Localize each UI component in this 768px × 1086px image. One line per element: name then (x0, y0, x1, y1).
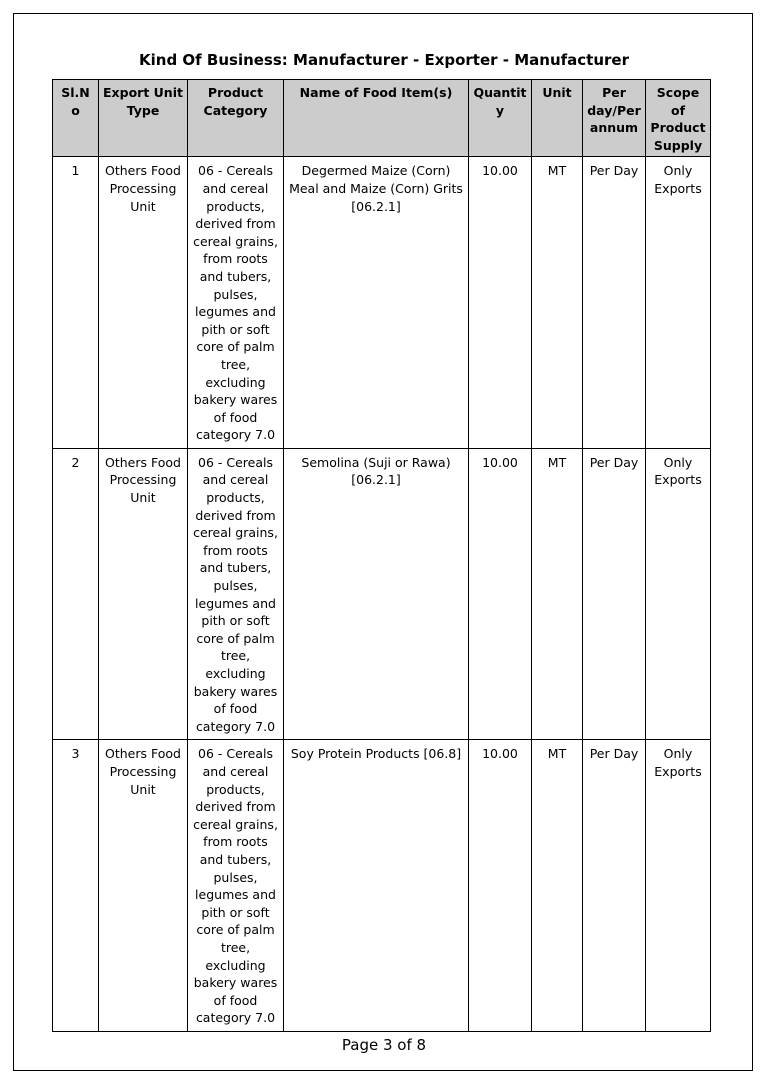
page-number: Page 3 of 8 (341, 1036, 427, 1054)
cell-food-item: Degermed Maize (Corn) Meal and Maize (Corn) Grits [06.2.1] (284, 157, 469, 449)
cell-scope: Only Exports (646, 448, 711, 740)
cell-quantity: 10.00 (469, 448, 532, 740)
cell-product-category: 06 - Cereals and cereal products, derived from cereal grains, from roots and tubers, pulses, legumes and pith or soft core of palm tree, excluding bakery wares of food category 7.0 (188, 448, 284, 740)
cell-quantity: 10.00 (469, 157, 532, 449)
table-header-row (53, 80, 711, 157)
table-row (53, 740, 711, 1032)
cell-export-unit-type: Others Food Processing Unit (99, 157, 188, 449)
header-sl-no: Sl.No (53, 80, 99, 157)
cell-sl-no: 1 (53, 157, 99, 449)
cell-product-category: 06 - Cereals and cereal products, derived from cereal grains, from roots and tubers, pulses, legumes and pith or soft core of palm tree, excluding bakery wares of food category 7.0 (188, 157, 284, 449)
table-row (53, 157, 711, 449)
cell-quantity: 10.00 (469, 740, 532, 1032)
cell-scope: Only Exports (646, 740, 711, 1032)
cell-export-unit-type: Others Food Processing Unit (99, 448, 188, 740)
cell-unit: MT (532, 157, 583, 449)
cell-sl-no: 3 (53, 740, 99, 1032)
header-quantity: Quantity (469, 80, 532, 157)
header-food-item: Name of Food Item(s) (284, 80, 469, 157)
cell-food-item: Soy Protein Products [06.8] (284, 740, 469, 1032)
page-title: Kind Of Business: Manufacturer - Exporter - Manufacturer (139, 51, 629, 69)
cell-sl-no: 2 (53, 448, 99, 740)
cell-per: Per Day (583, 448, 646, 740)
cell-product-category: 06 - Cereals and cereal products, derived from cereal grains, from roots and tubers, pulses, legumes and pith or soft core of palm tree, excluding bakery wares of food category 7.0 (188, 740, 284, 1032)
cell-unit: MT (532, 740, 583, 1032)
cell-per: Per Day (583, 740, 646, 1032)
header-product-category: Product Category (188, 80, 284, 157)
header-per: Per day/Per annum (583, 80, 646, 157)
cell-unit: MT (532, 448, 583, 740)
cell-food-item: Semolina (Suji or Rawa) [06.2.1] (284, 448, 469, 740)
cell-per: Per Day (583, 157, 646, 449)
cell-scope: Only Exports (646, 157, 711, 449)
header-export-unit-type: Export Unit Type (99, 80, 188, 157)
header-unit: Unit (532, 80, 583, 157)
food-items-table (52, 79, 711, 1032)
table-row (53, 448, 711, 740)
cell-export-unit-type: Others Food Processing Unit (99, 740, 188, 1032)
header-scope: Scope of Product Supply (646, 80, 711, 157)
